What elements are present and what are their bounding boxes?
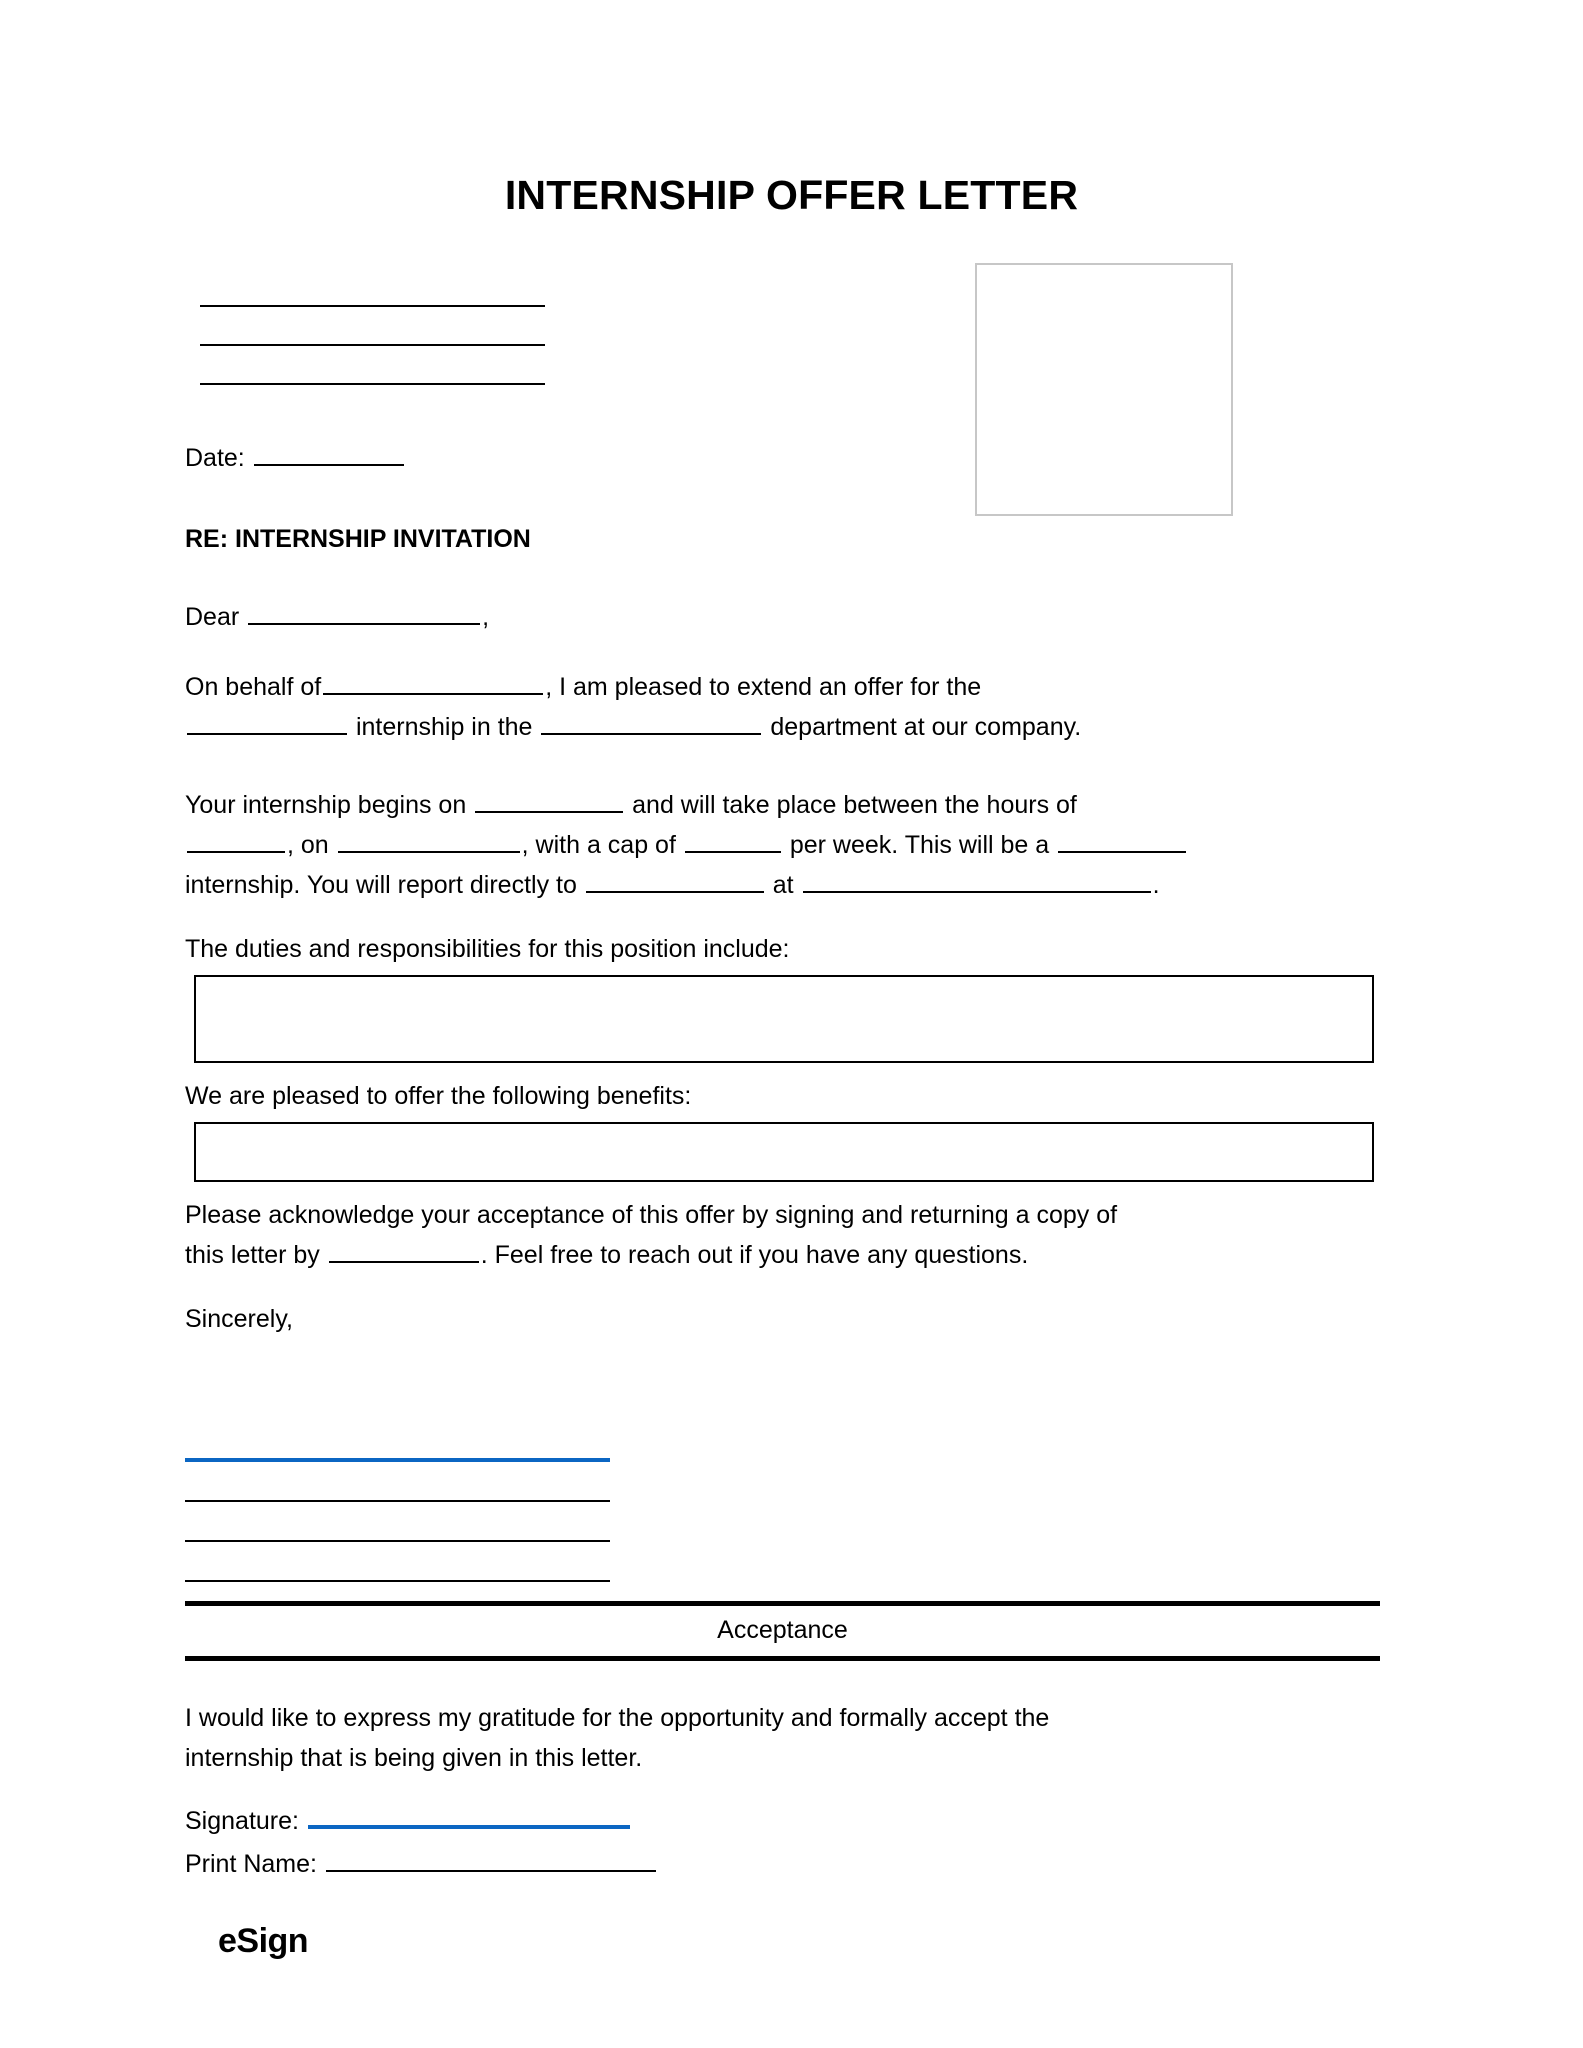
start-date-input[interactable] bbox=[475, 789, 623, 813]
supervisor-name-input[interactable] bbox=[586, 869, 764, 893]
date-field-row bbox=[185, 439, 406, 477]
acceptance-statement-line-2: internship that is being given in this letter. bbox=[185, 1744, 643, 1772]
sender-title-line[interactable] bbox=[185, 1502, 610, 1542]
schedule-text-3: , on bbox=[287, 831, 329, 859]
address-line-3[interactable] bbox=[200, 346, 545, 385]
schedule-paragraph bbox=[185, 785, 1380, 905]
subject-heading: RE: INTERNSHIP INVITATION bbox=[185, 525, 531, 553]
weekly-hours-cap-input[interactable] bbox=[685, 829, 781, 853]
sender-signature-line[interactable] bbox=[185, 1420, 610, 1462]
benefits-textarea[interactable] bbox=[194, 1122, 1374, 1182]
salutation-comma: , bbox=[482, 603, 490, 631]
offer-text-4: department at our company. bbox=[770, 713, 1082, 741]
schedule-text-4: , with a cap of bbox=[521, 831, 676, 859]
acceptance-statement-line-1: I would like to express my gratitude for the opportunity and formally accept the bbox=[185, 1704, 1050, 1732]
salutation-greeting: Dear bbox=[185, 603, 240, 631]
acceptance-section-label: Acceptance bbox=[717, 1616, 848, 1644]
esign-brand-logo: eSign bbox=[218, 1922, 309, 1960]
acceptance-signature-input[interactable] bbox=[308, 1803, 630, 1829]
schedule-text-2: and will take place between the hours of bbox=[632, 791, 1077, 819]
schedule-text-8: . bbox=[1152, 871, 1160, 899]
offer-text-1: On behalf of bbox=[185, 673, 322, 701]
response-deadline-input[interactable] bbox=[329, 1239, 479, 1263]
acceptance-statement bbox=[185, 1698, 1380, 1778]
offer-text-3: internship in the bbox=[355, 713, 533, 741]
sender-name-line[interactable] bbox=[185, 1462, 610, 1502]
acceptance-print-name-input[interactable] bbox=[326, 1848, 656, 1872]
duties-label: The duties and responsibilities for this position include: bbox=[185, 935, 790, 963]
salutation-row bbox=[185, 598, 489, 636]
date-label: Date: bbox=[185, 444, 245, 472]
address-line-1[interactable] bbox=[200, 268, 545, 307]
offer-text-2: , I am pleased to extend an offer for the bbox=[545, 673, 982, 701]
acceptance-signature-label: Signature: bbox=[185, 1807, 299, 1835]
sender-contact-line[interactable] bbox=[185, 1542, 610, 1582]
sender-address-lines bbox=[200, 268, 550, 385]
acknowledgement-paragraph bbox=[185, 1195, 1380, 1275]
recipient-name-input[interactable] bbox=[248, 601, 480, 625]
acceptance-divider bbox=[185, 1601, 1380, 1661]
internship-role-input[interactable] bbox=[187, 711, 347, 735]
department-input[interactable] bbox=[541, 711, 761, 735]
closing-text: Sincerely, bbox=[185, 1305, 293, 1333]
divider-rule-bottom bbox=[185, 1656, 1380, 1661]
internship-type-input[interactable] bbox=[1058, 829, 1186, 853]
ack-text-3: . Feel free to reach out if you have any questions. bbox=[480, 1241, 1029, 1269]
date-input[interactable] bbox=[254, 442, 404, 466]
company-logo-placeholder[interactable] bbox=[975, 263, 1233, 516]
schedule-text-5: per week. This will be a bbox=[789, 831, 1050, 859]
offer-paragraph bbox=[185, 667, 1380, 747]
sender-signature-block bbox=[185, 1420, 615, 1582]
schedule-text-6: internship. You will report directly to bbox=[185, 871, 577, 899]
ack-text-2: this letter by bbox=[185, 1241, 320, 1269]
company-name-input[interactable] bbox=[323, 671, 543, 695]
hours-from-input[interactable] bbox=[187, 829, 285, 853]
duties-textarea[interactable] bbox=[194, 975, 1374, 1063]
acceptance-print-name-row bbox=[185, 1845, 658, 1883]
acceptance-print-name-label: Print Name: bbox=[185, 1850, 317, 1878]
schedule-text-1: Your internship begins on bbox=[185, 791, 467, 819]
hours-to-input[interactable] bbox=[338, 829, 520, 853]
ack-text-1: Please acknowledge your acceptance of this offer by signing and returning a copy of bbox=[185, 1201, 1118, 1229]
acceptance-signature-row bbox=[185, 1802, 632, 1840]
schedule-text-7: at bbox=[772, 871, 794, 899]
benefits-label: We are pleased to offer the following benefits: bbox=[185, 1082, 692, 1110]
page-title: INTERNSHIP OFFER LETTER bbox=[504, 172, 1079, 218]
work-location-input[interactable] bbox=[803, 869, 1151, 893]
address-line-2[interactable] bbox=[200, 307, 545, 346]
